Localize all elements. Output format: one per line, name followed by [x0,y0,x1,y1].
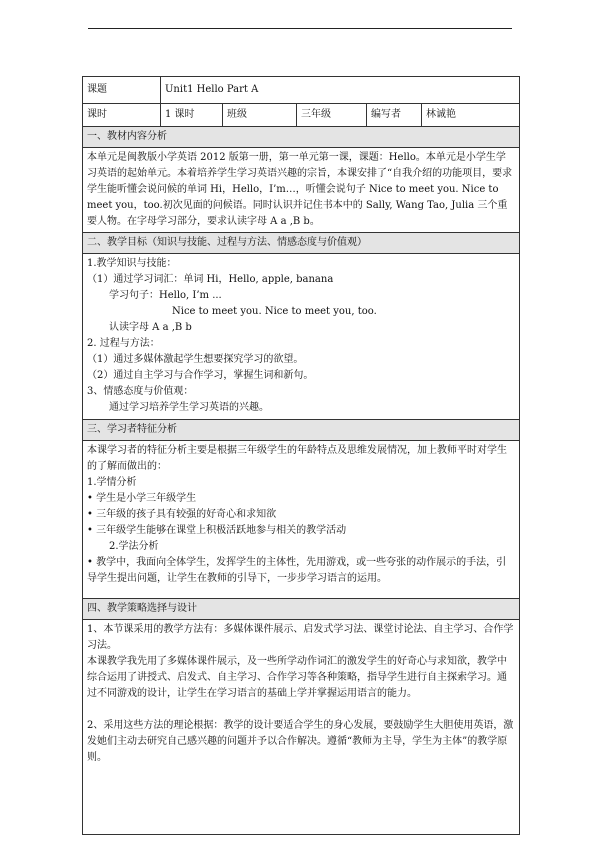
sec3-header-row [83,420,520,441]
goal-process-2: （2）通过自主学习与合作学习，掌握生词和新句。 [87,370,314,381]
learner-bullet-1: • 学生是小学三年级学生 [87,493,197,504]
top-rule [88,28,512,29]
sec3-body [83,441,520,599]
learner-bullet-3: • 三年级学生能够在课堂上积极活跃地参与相关的教学活动 [87,525,347,536]
sec1-header-row [83,127,520,148]
goal-process-heading: 2. 过程与方法： [87,338,160,349]
strategy-theory: 2、采用这些方法的理论根据：教学的设计要适合学生的身心发展，要鼓励学生大胆使用英语，激发她们主动去研究自己感兴趣的问题并予以合作解决。遵循“教师为主导，学生为主体”的教学原则。 [87,720,514,763]
goal-sentences: 学习句子：Hello, I’m ... [109,290,222,301]
strategy-description: 本课教学我先用了多媒体课件展示，及一些所学动作词汇的激发学生的好奇心与求知欲，教学中综合运用了讲授式、启发式、自主学习、合作学习等各种策略，指导学生进行自主探索学习。通过不同游戏的设计，让学生在学习语言的基础上学并掌握运用语言的能力。 [87,656,507,699]
hours-value: 1 课时 [161,104,223,127]
lesson-plan-table [82,76,520,835]
goal-attitude-heading: 3、情感态度与价值观： [87,386,194,397]
goal-sentences-2: Nice to meet you. Nice to meet you, too. [172,306,377,317]
sec1-body-row [83,148,520,233]
sec4-title: 四、教学策略选择与设计 [83,599,520,620]
strategy-methods: 1、本节课采用的教学方法有：多媒体课件展示、启发式学习法、课堂讨论法、自主学习、合作学习法。 [87,624,514,651]
learning-method-text: • 教学中，我面向全体学生，发挥学生的主体性，先用游戏，或一些夸张的动作展示的手法，引导学生提出问题，让学生在教师的引导下，一步步学习语言的运用。 [87,557,507,584]
class-label: 班级 [223,104,297,127]
sec4-header-row [83,599,520,620]
goal-letters: 认读字母 A a ,B b [109,322,192,333]
info-row [83,104,520,127]
lesson-plan-table-wrapper [82,76,519,835]
goal-vocab: （1）通过学习词汇：单词 Hi，Hello, apple, banana [87,274,334,285]
class-value: 三年级 [297,104,367,127]
sec2-title: 二、教学目标（知识与技能、过程与方法、情感态度与价值观） [83,233,520,254]
sec3-title: 三、学习者特征分析 [83,420,520,441]
author-value: 林诚艳 [422,104,520,127]
course-row [83,77,520,104]
goal-attitude-text: 通过学习培养学生学习英语的兴趣。 [109,402,269,413]
hours-label: 课时 [83,104,161,127]
sec2-body-row [83,254,520,420]
sec2-header-row [83,233,520,254]
goal-process-1: （1）通过多媒体激起学生想要探究学习的欲望。 [87,354,304,365]
sec3-body-row [83,441,520,599]
learning-method-heading: 2.学法分析 [109,541,159,552]
paragraph-gap [87,702,515,718]
goal-knowledge-heading: 1.教学知识与技能： [87,258,177,269]
learner-situation-heading: 1.学情分析 [87,477,137,488]
sec2-body [83,254,520,420]
course-label: 课题 [83,77,161,104]
learner-bullet-2: • 三年级的孩子具有较强的好奇心和求知欲 [87,509,277,520]
sec1-title: 一、教材内容分析 [83,127,520,148]
author-label: 编写者 [367,104,422,127]
learner-intro: 本课学习者的特征分析主要是根据三年级学生的年龄特点及思维发展情况，加上教师平时对学生的了解而做出的： [87,445,507,472]
sec1-body [83,148,520,233]
sec1-paragraph: 本单元是闽教版小学英语 2012 版第一册，第一单元第一课，课题：Hello。本单元是小学生学习英语的起始单元。本着培养学生学习英语兴趣的宗旨，本课安排了“自我介绍的功能项目，要求学生能听懂会说问候的单词 Hi，Hello，I’m…，听懂会说句子 Nice to meet you. Nice to meet you，too.初次见面的问候语。同时认识并记住书本中的 Sally, Wang Tao, Julia 三个重要人物。在字母学习部分，要求认读字母 A a ,B b。 [87,152,513,227]
sec4-body-row [83,620,520,835]
course-value: Unit1 Hello Part A [161,77,520,104]
sec4-body [83,620,520,835]
